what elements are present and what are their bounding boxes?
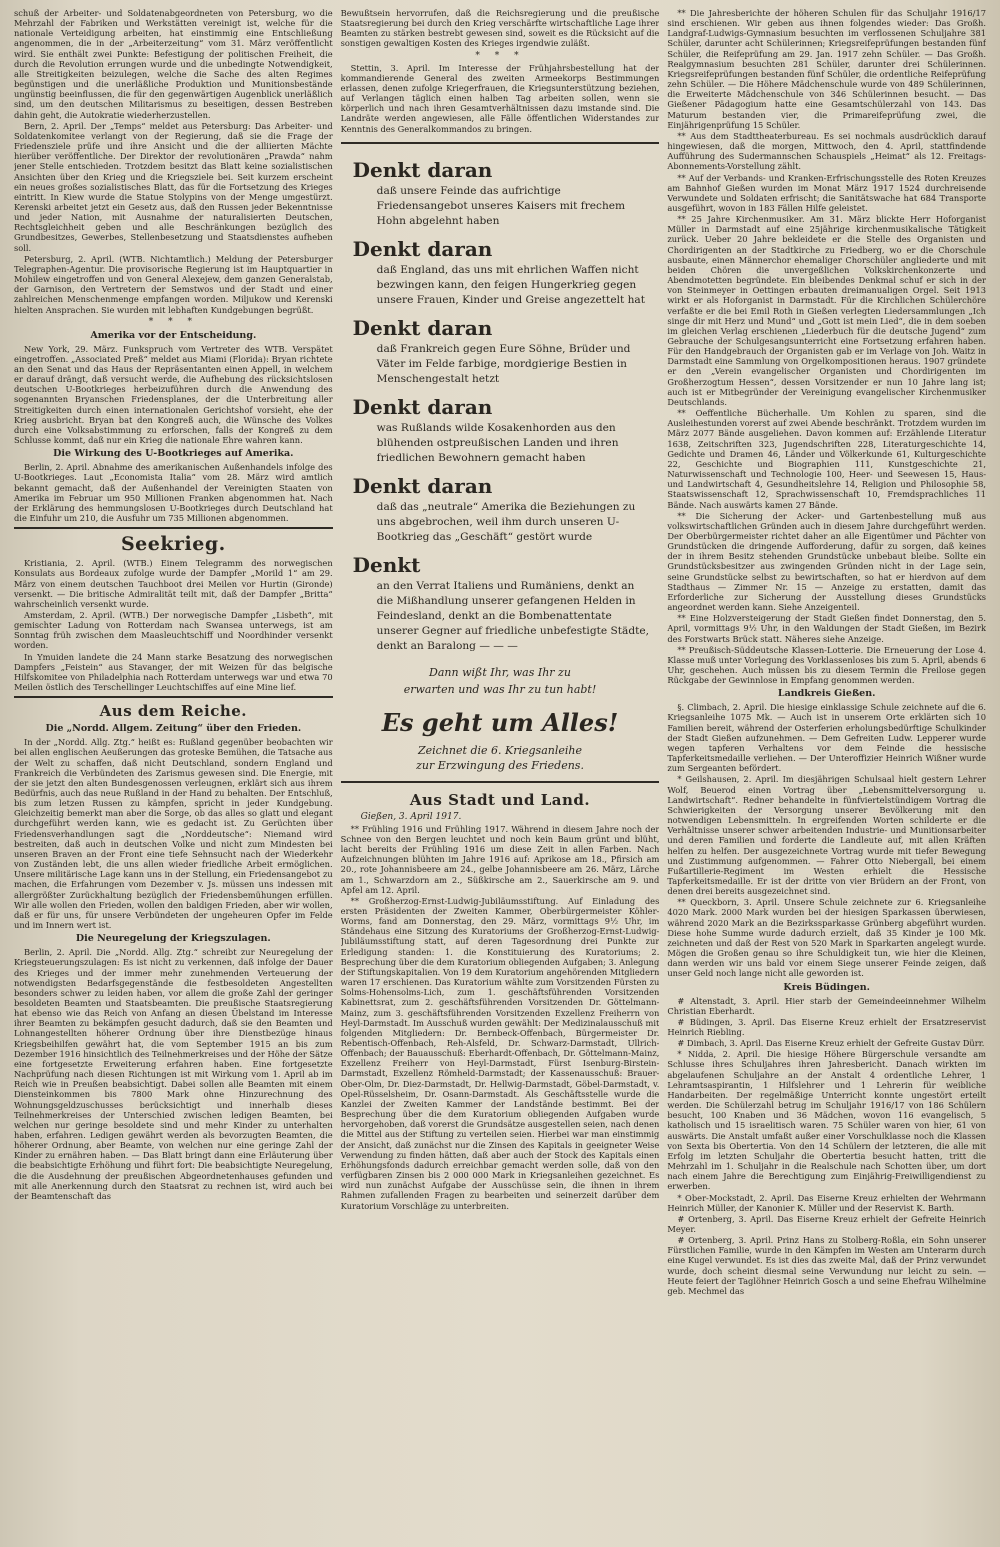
- denkt-item: [345, 553, 656, 654]
- article-paragraph: ** Großherzog-Ernst-Ludwig-Jubiläumsstiftung. Auf Einladung des ersten Präsidenten der Zweiten Kammer, Oberbürgermeister Köhler-Worms, fand am Donnerstag, den 29. März, vormittags 9½ Uhr, im Ständehaus eine Sitzung des Kuratoriums der Großherzog-Ernst-Ludwig-Jubiläumsstiftung statt, auf deren Tagesordnung drei Punkte zur Erledigung standen: 1. die Konstituierung des Kuratoriums; 2. Besprechung über die dem Kuratorium obliegenden Aufgaben; 3. Anlegung der Stiftungskapitalien. Von 19 dem Kuratorium angehörenden Mitgliedern waren 17 erschienen. Das Kuratorium wählte zum Vorsitzenden Fürsten zu Solms-Hohensolms-Lich, zum 1. geschäftsführenden Vorsitzenden Kabinettsrat, zum 2. geschäftsführenden Vorsitzenden Dr. Göttelmann-Mainz, zum 3. geschäftsführenden Vorsitzenden Exzellenz Freiherrn von Heyl-Darmstadt. Im Ausschuß wurden gewählt: Der Medizinalausschuß mit folgenden Mitgliedern: Dr. Bernbeck-Offenbach, Bürgermeister Dr. Rebentisch-Offenbach, Reh-Alsfeld, Dr. Schwarz-Darmstadt, Ullrich-Offenbach; der Bauausschuß: Eberhardt-Offenbach, Dr. Göttelmann-Mainz, Exzellenz Freiherr von Heyl-Darmstadt, Fürst Isenburg-Birstein-Darmstadt, Exzellenz Römheld-Darmstadt; der Kassenausschuß: Brauer-Ober-Olm, Dr. Diez-Darmstadt, Dr. Hellwig-Darmstadt, Göbel-Darmstadt, v. Opel-Rüsselsheim, Dr. Osann-Darmstadt. Als Geschäftsstelle wurde die Kanzlei der Zweiten Kammer der Landstände bestimmt. Bei der Besprechung über die dem Kuratorium obliegenden Aufgaben wurde hervorgehoben, daß vorerst die Grundsätze ausgestellen seien, nach denen die Mittel aus der Stiftung zu verteilen seien. Hierbei war man einstimmig der Ansicht, daß zunächst nur die Zinsen des Kapitals in geeigneter Weise Verwendung zu finden hätten, daß aber auch der Stock des Kapitals einen Erhöhungsfonds dadurch erreichbar gemacht werden solle, daß von den verfügbaren Zinsen bis 2 000 000 Mark in Kriegsanleihen gezeichnet. Es wird nun zunächst Aufgabe der Ausschüsse sein, die ihnen in ihrem Rahmen zufallenden Fragen zu bearbeiten und seinerzeit darüber dem Kuratorium Vorschläge zu unterbreiten.: [340, 895, 660, 1211]
- article-paragraph: §. Climbach, 2. April. Die hiesige einklassige Schule zeichnete auf die 6. Kriegsanleihe 1075 Mk. — Auch ist in unserem Orte erklärten sich 10 Familien bereit, während der Osterferien erholungsbedürftige Schulkinder der Stadt Gießen aufzunehmen. — Dem Gefreiten Ludw. Lepperer wurde wegen tapferen Verhaltens vor dem Feinde die hessische Tapferkeitsmedaille verliehen. — Der Unteroffizier Heinrich Wißner wurde zum Sergeanten befördert.: [667, 702, 987, 774]
- article-heading: Amerika vor der Entscheidung.: [90, 329, 257, 341]
- columns: [14, 8, 986, 1541]
- article-heading: Die Neuregelung der Kriegszulagen.: [75, 933, 271, 945]
- denkt-item: [345, 316, 656, 387]
- denkt-heading: Denkt daran: [352, 473, 493, 498]
- article-paragraph: Berlin, 2. April. Abnahme des amerikanischen Außenhandels infolge des U-Bootkrieges. Laut „Economista Italia“ vom 28. März wird amtlich bekannt gemacht, daß der Außenhandel der Vereinigten Staaten von Amerika im Februar um 950 Millionen Franken abgenommen hat. Nach der Erklärung des hemmungslosen U-Bootkrieges durch Deutschland hat die Einfuhr um 210, die Ausfuhr um 735 Millionen abgenommen.: [14, 462, 333, 524]
- article-paragraph: # Ortenberg, 3. April. Das Eiserne Kreuz erhielt der Gefreite Heinrich Meyer.: [667, 1213, 987, 1234]
- dateline: Gießen, 3. April 1917.: [360, 811, 462, 822]
- appeal-closing: [345, 664, 656, 698]
- article-paragraph: Bewußtsein hervorrufen, daß die Reichsregierung und die preußische Staatsregierung bei durch den Krieg verschärfte wirtschaftliche Lage ihrer Beamten zu stärken bestrebt gewesen sind, soweit es die Rücksicht auf die sonstigen gewaltigen Kosten des Krieges irgendwie zuläßt.: [340, 8, 660, 49]
- denkt-text: daß unsere Feinde das aufrichtige Friedensangebot unseres Kaisers mit frechem Hohn abgelehnt haben: [376, 184, 626, 227]
- article-heading: Die Wirkung des U-Bootkrieges auf Amerika.: [53, 448, 294, 460]
- article-paragraph: Stettin, 3. April. Im Interesse der Frühjahrsbestellung hat der kommandierende General des zweiten Armeekorps Bestimmungen erlassen, denen zufolge Kriegerfrauen, die Kriegsunterstützung beziehen, auf Verlangen täglich einen halben Tag arbeiten sollen, wenn sie körperlich und nach ihren Gesamtverhältnissen dazu imstande sind. Die Landräte werden angewiesen, alle Fälle öffentlichen Widerstandes zur Kenntnis des Generalkommandos zu bringen.: [340, 62, 660, 134]
- section-separator: * * *: [475, 50, 525, 61]
- denkt-text: daß das „neutrale“ Amerika die Beziehungen zu uns abgebrochen, weil ihm durch unseren U-Bootkrieg das „Geschäft“ gestört wurde: [376, 500, 636, 543]
- article-paragraph: # Dimbach, 3. April. Das Eiserne Kreuz erhielt der Gefreite Gustav Dürr.: [677, 1038, 985, 1049]
- article-paragraph: New York, 29. März. Funkspruch vom Vertreter des WTB. Verspätet eingetroffen. „Associated Preß“ meldet aus Miami (Florida): Bryan richtete an den Senat und das Haus der Repräsentanten einen Appell, in welchem er darauf drängt, daß versucht werde, die Aufhebung des rücksichtslosen deutschen U-Bootkrieges herbeizuführen durch die Anwendung des sogenannten Bryanschen Friedensplanes, der die Unterbreitung aller Streitigkeiten durch einen internationalen Gerichtshof vorsieht, ehe der Krieg ausbricht. Bryan bat den Kongreß auch, die Wünsche des Volkes durch eine Volksabstimmung zu erforschen, falls der Kongreß zu dem Schlusse kommt, daß nur ein Krieg die nationale Ehre wahren kann.: [14, 343, 333, 446]
- article-paragraph: Bern, 2. April. Der „Temps“ meldet aus Petersburg: Das Arbeiter- und Soldatenkomitee verlangt von der Regierung, daß sie die Frage der Friedensziele prüfe und ihre Ansicht und die der alliierten Mächte hierüber veröffentliche. Der Direktor der revolutionären „Prawda“ nahm jener Stelle entschieden. Trotzdem besitzt das Blatt keine sozialistischen Ansichten über den Krieg und die Kriegsziele bei. Seit kurzem erscheint ein neues großes sozialistisches Blatt, das für die Fortsetzung des Krieges eintritt. In Kiew wurde die Statue Stolypins von der Menge umgestürzt. Kerenski arbeitet jetzt ein Gesetz aus, daß den Russen jeder Bekenntnisse und jeder Nation, mit Ausnahme der naturalisierten Deutschen, Rechtsgleichheit geben und alle Beschränkungen bezüglich des Grundbesitzes, Gewerbes, Stellenbesetzung und Staatsdienstes aufheben soll.: [14, 120, 333, 253]
- appeal-cta-line: zur Erzwingung des Friedens.: [416, 758, 584, 772]
- appeal-call-to-action: [345, 743, 656, 773]
- article-paragraph: schuß der Arbeiter- und Soldatenabgeordneten von Petersburg, wo die Mehrzahl der Fabriken und Werkstätten vereinigt ist, welche für die nationale Verteidigung arbeiten, hat einstimmig eine Entschließung angenommen, die in der „Arbeiterzeitung“ vom 31. März veröffentlicht wird. Sie enthält zwei Punkte: Befestigung der politischen Freiheit, die durch die Revolution errungen wurde und die unbedingte Notwendigkeit, alle Streitigkeiten beizulegen, welche die Sache des alten Regimes begünstigen und die unerläßliche Produktion und Munitionsbestände ungünstig beeinflussen, die für den gegenwärtigen Augenblick unerläßlich sind, um den deutschen Militarismus zu beseitigen, dessen Bestreben dahin geht, die Autokratie wiederherzustellen.: [14, 8, 333, 120]
- article-heading: Die „Nordd. Allgem. Zeitung“ über den Frieden.: [45, 723, 302, 735]
- denkt-heading: Denkt: [352, 552, 421, 577]
- denkt-heading: Denkt daran: [352, 394, 493, 419]
- article-paragraph: ** Die Sicherung der Acker- und Gartenbestellung muß aus volkswirtschaftlichen Gründen auch in diesem Jahre durchgeführt werden. Der Oberbürgermeister richtet daher an alle Eigentümer und Pächter von Grundstücken die dringende Aufforderung, dafür zu sorgen, daß keines der in ihrem Besitz stehenden Grundstücke unbebaut bleibe. Sollte ein Grundstücksbesitzer aus zwingenden Gründen nicht in der Lage sein, seine Grundstücke selbst zu bewirtschaften, so hat er hierdvon auf dem Stadthaus — Zimmer Nr. 15 — Anzeige zu erstatten, damit das Erforderliche zur Sicherung der Ausstellung dieses Grundstücks angeordnet werden kann. Siehe Anzeigenteil.: [667, 510, 987, 613]
- denkt-item: [345, 474, 656, 545]
- denkt-text: daß England, das uns mit ehrlichen Waffen nicht bezwingen kann, den feigen Hungerkrieg gegen unsere Frauen, Kinder und Greise angezettelt hat: [376, 263, 645, 306]
- article-paragraph: Amsterdam, 2. April. (WTB.) Der norwegische Dampfer „Lisbeth“, mit gemischter Ladung von Rotterdam nach Swansea unterwegs, ist am Sonntag früh zwischen dem Maasleuchtschiff und Noordhinder versenkt worden.: [14, 609, 333, 651]
- article-paragraph: ** Die Jahresberichte der höheren Schulen für das Schuljahr 1916/17 sind erschienen. Wir geben aus ihnen folgendes wieder: Das Großh. Landgraf-Ludwigs-Gymnasium besuchten im verflossenen Schuljahre 381 Schüler, darunter acht Schülerinnen; Kriegsreifeprüfungen bestanden fünf Schüler, die Reifeprüfung am 29. Jan. 1917 zehn Schüler. — Das Großh. Realgymnasium besuchten 281 Schüler, darunter drei Schülerinnen. Kriegsreifeprüfungen bestanden fünf Schüler, die ordentliche Reifeprüfung zehn Schüler. — Die Höhere Mädchenschule wurde von 489 Schülerinnen, die Erweiterte Mädchenschule von 346 Schülerinnen besucht. — Das Gießener Pädagogium hatte eine Gesamtschülerzahl von 143. Das Maturum bestanden vier, die Primareifeprüfung zwei, die Einjährigenprüfung 15 Schüler.: [667, 8, 987, 130]
- denkt-heading: Denkt daran: [352, 315, 493, 340]
- section-heading-reiche: Aus dem Reiche.: [99, 702, 248, 721]
- section-separator: * * *: [148, 316, 198, 327]
- column-right: [667, 8, 986, 1541]
- war-bond-appeal-box: [341, 142, 660, 783]
- article-paragraph: # Büdingen, 3. April. Das Eiserne Kreuz erhielt der Ersatzreservist Heinrich Riebling.: [667, 1016, 987, 1037]
- section-heading-seekrieg: Seekrieg.: [120, 533, 226, 556]
- appeal-closing-line: Dann wißt Ihr, was Ihr zu: [429, 665, 571, 679]
- article-paragraph: ** Eine Holzversteigerung der Stadt Gießen findet Donnerstag, den 5. April, vormittags 9½ Uhr, in den Waldungen der Stadt Gießen, im Bezirk des Forstwarts Brück statt. Näheres siehe Anzeige.: [667, 613, 987, 644]
- article-heading: Kreis Büdingen.: [783, 981, 870, 993]
- article-paragraph: ** Queckborn, 3. April. Unsere Schule zeichnete zur 6. Kriegsanleihe 4020 Mark. 2000 Mark wurden bei der hiesigen Sparkassen überwiesen, während 2020 Mark an die Bezirkssparkasse Grünberg abgeführt wurden. Diese hohe Summe wurde dadurch erzielt, daß 35 Kinder je 100 Mk. zeichneten und daß der Rest von 520 Mark in Sparkarten angelegt wurde. Mögen die Großen genau so ihre Schuldigkeit tun, wie hier die Kleinen, dann werden wir uns bald vor einem Siege unserer Feinde zeigen, daß unser Geld noch lange nicht alle geworden ist.: [667, 897, 987, 979]
- article-paragraph: ** 25 Jahre Kirchenmusiker. Am 31. März blickte Herr Hoforganist Müller in Darmstadt auf eine 25jährige kirchenmusikalische Tätigkeit zurück. Ueber 20 Jahre bekleidete er die Stelle des Organisten und Chordirigenten an der Stadtkirche zu Friedberg, wo er die Chorschule ausbaute, einen Männerchor ehemaliger Chorschüler angliederte und mit beiden Chören die unvergeßlichen Volkskirchenkonzerte und Abendmotetten begründete. Ein bleibendes Denkmal schuf er sich in der von Steinmeyer in Oettingen erbauten dreimanualigen Orgel. Seit 1913 wirkt er als Hoforganist in Darmstadt. Für die Kirchlichen Schülerchöre verfaßte er die bei Emil Roth in Gießen verlegten Liedersammlungen „Ich singe dir mit Herz und Mund“ und „Gott ist mein Lied“, die in dem soeben im gleichen Verlag erschienen „Liederbuch für die deutsche Jugend“ zum Gebrauche der Schulgesangsunterricht eine Fortsetzung erfahren haben. Für den Handgebrauch der Organisten gab er im Verlage von Joh. Waitz in Darmstadt eine Sammlung von Orgelkompositionen heraus. 1907 gründete er den „Verein evangelischer Organisten und Chordirigenten im Großherzogtum Hessen“, dessen Vorsitzender er nun 10 Jahre lang ist; auch ist er Mitbegründer der Vereinigung evangelischer Kirchenmusiker Deutschlands.: [667, 214, 987, 407]
- article-paragraph: In Ymuiden landete die 24 Mann starke Besatzung des norwegischen Dampfers „Feistein“ aus Stavanger, der mit Weizen für das belgische Hilfskomitee von Philadelphia nach Rotterdam unterwegs war und etwa 70 Meilen östlich des Terschellinger Leuchtschiffes auf eine Mine lief.: [14, 651, 333, 693]
- article-paragraph: ** Auf der Verbands- und Kranken-Erfrischungsstelle des Roten Kreuzes am Bahnhof Gießen wurden im Monat März 1917 1524 durchreisende Verwundete und Soldaten erfrischt; die Sanitätswache hat 684 Transporte ausgeführt, wovon in 183 Fällen Hilfe geleistet.: [667, 172, 987, 213]
- article-paragraph: ** Preußisch-Süddeutsche Klassen-Lotterie. Die Erneuerung der Lose 4. Klasse muß unter Vorlegung des Vorklassenloses bis zum 5. April, abends 6 Uhr, geschehen. Auch müssen bis zu diesem Termin die Freilose gegen Rückgabe der Gewinnlose in Empfang genommen werden.: [667, 644, 987, 686]
- denkt-item: [345, 158, 656, 229]
- denkt-item: [345, 237, 656, 308]
- article-paragraph: ** Aus dem Stadttheaterbureau. Es sei nochmals ausdrücklich darauf hingewiesen, daß die morgen, Mittwoch, den 4. April, stattfindende Aufführung des Sudermannschen Schauspiels „Heimat“ als 12. Freitags-Abonnements-Vorstellung zählt.: [667, 130, 987, 172]
- column-left: [14, 8, 333, 1541]
- denkt-text: was Rußlands wilde Kosakenhorden aus den blühenden ostpreußischen Landen und ihren friedlichen Bewohnern gemacht haben: [376, 421, 619, 464]
- appeal-cta-line: Zeichnet die 6. Kriegsanleihe: [418, 743, 582, 757]
- article-paragraph: * Nidda, 2. April. Die hiesige Höhere Bürgerschule versandte am Schlusse ihres Schuljahres ihren Jahresbericht. Danach wirkten im abgelaufenen Schuljahre an der Anstalt 4 ordentliche Lehrer, 1 Lehramtsaspirantin, 1 Hilfslehrer und 1 Lehrerin für weibliche Handarbeiten. Der regelmäßige Unterricht konnte ungestört erteilt werden. Die Schülerzahl betrug im Schuljahr 1916/17 von 186 Schülern besucht, 100 Knaben und 36 Mädchen, wovon 116 evangelisch, 5 katholisch und 15 israelitisch waren. 75 Schüler waren von hier, 61 von auswärts. Die Anstalt umfaßt außer einer Vorschulklasse noch die Klassen von Sexta bis Obertertia. Von den 14 Schülern der letzteren, die alle mit Erfolg im letzten Schuljahr die Obertertia besucht hatten, tritt die Mehrzahl im 1. Schuljahr in die Realschule nach Schotten über, um dort nach einem Jahre die Berechtigung zum Einjährig-Freiwilligendienst zu erwerben.: [667, 1049, 987, 1192]
- denkt-text: an den Verrat Italiens und Rumäniens, denkt an die Mißhandlung unserer gefangenen Helden in Feindesland, denkt an die Bombenattentate unserer Gegner auf friedliche unbefestigte Städte, denkt an Baralong — — —: [376, 579, 649, 652]
- article-paragraph: * Ober-Mockstadt, 2. April. Das Eiserne Kreuz erhielten der Wehrmann Heinrich Müller, der Kanonier K. Müller und der Reservist K. Barth.: [667, 1192, 987, 1213]
- article-paragraph: Berlin, 2. April. Die „Nordd. Allg. Ztg.“ schreibt zur Neuregelung der Kriegsteuerungszulagen: Es ist nicht zu verkennen, daß infolge der Dauer des Krieges und der immer mehr zunehmenden Verteuerung der notwendigsten Bedarfsgegenstände die festbesoldeten Angestellten besonders schwer zu leiden haben, vor allem die große Zahl der geringer besoldeten Beamten und Staatsbeamten. Die preußische Staatsregierung hat ebenso wie das Reich von Anfang an diesen Übelstand im Interesse ihrer Beamten zu bekämpfen gesucht dadurch, daß sie den Beamten und Lohnangestellten höherer Ordnung über ihre Dienstbezüge hinaus Kriegsbeihilfen gewährt hat, die vom September 1915 an bis zum Dezember 1916 hinsichtlich des Teilnehmerkreises und der Höhe der Sätze eine fortgesetzte Erweiterung erfahren haben. Eine fortgesetzte Nachprüfung nach diesen Richtungen ist mit Wirkung vom 1. April ab im Reich wie in Preußen beabsichtigt. Dabei sollen alle Beamten mit einem Diensteinkommen bis 7800 Mark ohne Hinzurechnung des Wohnungsgeldzuschusses berücksichtigt und innerhalb dieses Teilnehmerkreises der Unterschied zwischen ledigen Beamten, bei welchen nur geringe besoldete sind und mehr Kinder zu unterhalten haben, erfahren. Ledigen gewährt werden als bevorzugten Beamten, die höherer Ordnung, aber Beamte, von welchen nur eine geringe Zahl der Kinder zu ernähren haben. — Das Blatt bringt dann eine Erläuterung über die beabsichtigte Erhöhung und führt fort: Die beabsichtigte Neuregelung, die die Ausdehnung der preußischen Abgeordnetenhauses gefunden und mit alle Anerkennung durch den Staatsrat zu rechnen ist, wird auch bei der Beamtenschaft das: [14, 947, 333, 1201]
- denkt-heading: Denkt daran: [352, 236, 493, 261]
- divider: [14, 696, 333, 698]
- section-heading-stadt-und-land: Aus Stadt und Land.: [409, 790, 591, 809]
- article-paragraph: # Ortenberg, 3. April. Prinz Hans zu Stolberg-Roßla, ein Sohn unserer Fürstlichen Familie, wurde in den Kämpfen im Westen am Unterarm durch eine Kugel verwundet. Es ist dies das zweite Mal, daß der Prinz verwundet wurde, doch scheint diesmal seine Verwundung nur leicht zu sein. — Heute feiert der Taglöhner Heinrich Gosch a und seine Ehefrau Wilhelmine geb. Mechmel das: [667, 1235, 987, 1296]
- article-paragraph: Petersburg, 2. April. (WTB. Nichtamtlich.) Meldung der Petersburger Telegraphen-Agentur. Die provisorische Regierung ist im Hauptquartier in Mohilew eingetroffen und von General Alexejew, dem ganzen Generalstab, der Garnison, den Vertretern der Semstwos und der Stadt und einer zahlreichen Menschenmenge empfangen worden. Miljukow und Kerenski hielten Ansprachen. Sie wurden mit lebhaften Kundgebungen begrüßt.: [14, 253, 333, 315]
- article-paragraph: # Altenstadt, 3. April. Hier starb der Gemeindeeinnehmer Wilhelm Christian Eberhardt.: [667, 995, 987, 1016]
- denkt-item: [345, 395, 656, 466]
- divider: [14, 527, 333, 529]
- article-paragraph: ** Frühling 1916 und Frühling 1917. Während in diesem Jahre noch der Schnee von den Bergen leuchtet und noch kein Baum grünt und blüht, lacht bereits der Frühling 1916 um diese Zeit in allen Farben. Nach Aufzeichnungen blühten im Jahre 1916 auf: Aprikose am 18., Pfirsich am 20., rote Johannisbeere am 24., gelbe Johannisbeere am 26. März, Lärche am 1., Schwarzdorn am 2., Süßkirsche am 2., Sauerkirsche am 9. und Apfel am 12. April.: [340, 823, 660, 895]
- article-paragraph: In der „Nordd. Allg. Ztg.“ heißt es: Rußland gegenüber beobachten wir bei allen englischen Aeußerungen das groteske Bemühen, die Tatsache aus der Welt zu schaffen, daß nicht Deutschland, sondern England und Frankreich die Verbündeten des Zarismus gewesen sind. Die Energie, mit der sie jetzt den alten Bundesgenossen verleugnen, erklärt sich aus ihrem Bedürfnis, auch das neue Rußland in der Hand zu behalten. Der Entschluß, bis zum letzen Russen zu kämpfen, spricht in jeder Kundgebung. Gleichzeitig bemerkt man aber die Sorge, ob das alles so glatt und elegant durchgeführt werden kann, wie es gedacht ist. Zu Gerüchten über Friedensverhandlungen sagt die „Norddeutsche“: Niemand wird bestreiten, daß auch in deutschen Volke und nicht zum Mindesten bei unseren Braven an der Front eine tiefe Sehnsucht nach der Wiederkehr von Zuständen lebt, die uns allen wieder friedliche Arbeit ermöglichen. Unsere militärische Lage kann uns in der Stellung, ein Friedensangebot zu machen, die Erfahrungen vom Dezember v. Js. müssen uns indessen mit allergrößter Zurückhaltung bezüglich der Friedensbemühungen erfüllen. Wir alle wollen den Frieden, wollen den baldigen Frieden, aber wir wollen, daß er für uns, für unsere Verbündeten der ungeheuren Opfer im Felde und im Innern wert ist.: [14, 737, 333, 931]
- appeal-closing-line: erwarten und was Ihr zu tun habt!: [403, 682, 597, 696]
- denkt-heading: Denkt daran: [352, 157, 493, 182]
- column-middle: [341, 8, 660, 1541]
- appeal-motto: Es geht um Alles!: [381, 707, 619, 737]
- denkt-text: daß Frankreich gegen Eure Söhne, Brüder und Väter im Felde farbige, mordgierige Bestien in Menschengestalt hetzt: [376, 342, 631, 385]
- article-paragraph: ** Oeffentliche Bücherhalle. Um Kohlen zu sparen, sind die Ausleihestunden vorerst auf zwei Abende beschränkt. Trotzdem wurden im März 2077 Bände ausgeliehen. Davon kommen auf: Erzählende Literatur 1638, Zeitschriften 323, Jugendschriften 228, Literaturgeschichte 14, Gedichte und Dramen 46, Länder und Völkerkunde 61, Kulturgeschichte 22, Geschichte und Biographien 111, Kunstgeschichte 21, Naturwissenschaft und Technologie 100, Heer- und Seewesen 15, Haus- und Landwirtschaft 4, Gesundheitslehre 14, Religion und Philosophie 58, Staatswissenschaft 12, Sprachwissenschaft 10, Fremdsprachliches 11 Bände. Nach auswärts kamen 27 Bände.: [667, 408, 987, 510]
- article-paragraph: * Geilshausen, 2. April. Im diesjährigen Schulsaal hielt gestern Lehrer Wolf, Beuerod einen Vortrag über „Lebensmittelversorgung u. Landwirtschaft“. Redner behandelte in fünfviertelstündigem Vortrag die Schwierigkeiten der Versorgung unserer Bevölkerung mit den notwendigen Lebensmitteln. In ergreifenden Worten schilderte er die Verhältnisse unserer schwer arbeitenden Industrie- und Munitionsarbeiter und deren Familien und forderte die Landleute auf, mit allen Kräften helfen zu helfen. Der ausgezeichnete Vortrag wurde mit tiefer Bewegung und Zustimmung aufgenommen. — Fahrer Otto Niebergall, bei einem Fußartillerie-Regiment im Westen erhielt die Hessische Tapferkeitsmedaille. Er ist der dritte von vier Brüdern an der Front, von denen drei bereits ausgezeichnet sind.: [667, 774, 987, 897]
- article-heading: Landkreis Gießen.: [777, 688, 876, 700]
- article-paragraph: Kristiania, 2. April. (WTB.) Einem Telegramm des norwegischen Konsulats aus Bordeaux zufolge wurde der Dampfer „Morild 1“ am 29. März von einem deutschen Tauchboot drei Meilen vor Hurtin (Gironde) versenkt. — Die britische Admiralität teilt mit, daß der Dampfer „Britta“ wahrscheinlich versenkt wurde.: [14, 558, 333, 609]
